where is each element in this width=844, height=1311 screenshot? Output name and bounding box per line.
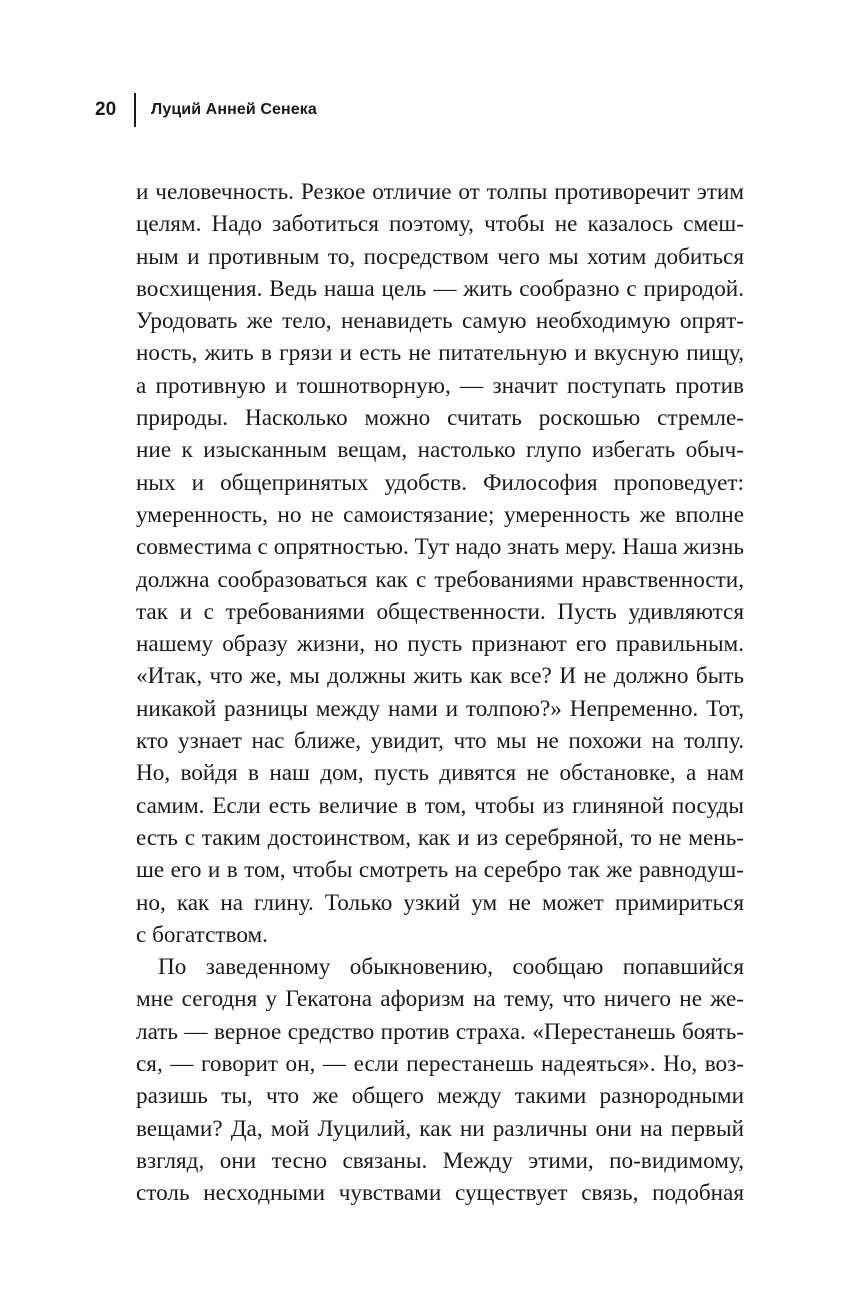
text-line: но, как на глину. Только узкий ум не может примириться <box>136 889 744 916</box>
text-line: а противную и тошнотворную, — значит поступать против <box>136 372 744 399</box>
page-number: 20 <box>95 99 117 120</box>
text-line: ние к изысканным вещам, настолько глупо избегать обыч- <box>136 437 744 464</box>
text-line: умеренность, но не самоистязание; умеренность же вполне <box>136 501 744 528</box>
text-line: разишь ты, что же общего между такими разнородными <box>136 1083 744 1110</box>
running-head <box>95 92 317 128</box>
text-line: никакой разницы между нами и толпою?» Непременно. Тот, <box>136 695 744 722</box>
paragraph <box>136 951 744 1209</box>
text-line: природы. Насколько можно считать роскошью стремле- <box>136 405 744 432</box>
text-line: лать — верное средство против страха. «Перестанешь боять- <box>136 1018 744 1045</box>
text-line: Уродовать же тело, ненавидеть самую необходимую опрят- <box>136 308 744 335</box>
text-line: ше его и в том, чтобы смотреть на серебро так же равнодуш- <box>136 857 744 884</box>
text-line: самим. Если есть величие в том, чтобы из глиняной посуды <box>136 792 744 819</box>
text-line: По заведенному обыкновению, сообщаю попавшийся <box>158 954 744 981</box>
text-line: столь несходными чувствами существует связь, подобная <box>136 1180 744 1207</box>
running-title: Луций Анней Сенека <box>151 101 317 118</box>
text-line: кто узнает нас ближе, увидит, что мы не похожи на толпу. <box>136 728 744 755</box>
header-divider <box>134 93 136 127</box>
text-line: ся, — говорит он, — если перестанешь надеяться». Но, воз- <box>136 1051 744 1078</box>
paragraph <box>136 176 744 951</box>
text-line: так и с требованиями общественности. Пусть удивляются <box>136 598 744 625</box>
text-line: целям. Надо заботиться поэтому, чтобы не казалось смеш- <box>136 211 744 238</box>
text-line: вещами? Да, мой Луцилий, как ни различны они на первый <box>136 1115 744 1142</box>
text-line: восхищения. Ведь наша цель — жить сообразно с природой. <box>136 275 744 302</box>
text-line: ным и противным то, посредством чего мы хотим добиться <box>136 243 744 270</box>
text-line: взгляд, они тесно связаны. Между этими, по-видимому, <box>136 1147 744 1174</box>
text-line: есть с таким достоинством, как и из серебряной, то не мень- <box>136 824 744 851</box>
text-line: с богатством. <box>136 921 268 948</box>
text-line: совместима с опрятностью. Тут надо знать меру. Наша жизнь <box>136 534 744 561</box>
text-line: должна сообразоваться как с требованиями нравственности, <box>136 566 744 593</box>
text-line: ность, жить в грязи и есть не питательную и вкусную пищу, <box>136 340 744 367</box>
text-line: «Итак, что же, мы должны жить как все? И не должно быть <box>136 663 744 690</box>
text-line: Но, войдя в наш дом, пусть дивятся не обстановке, а нам <box>136 760 744 787</box>
body-text <box>136 176 744 1210</box>
text-line: ных и общепринятых удобств. Философия проповедует: <box>136 469 744 496</box>
text-line: мне сегодня у Гекатона афоризм на тему, что ничего не же- <box>136 986 744 1013</box>
text-line: и человечность. Резкое отличие от толпы противоречит этим <box>136 179 744 205</box>
text-line: нашему образу жизни, но пусть признают его правильным. <box>136 631 744 658</box>
